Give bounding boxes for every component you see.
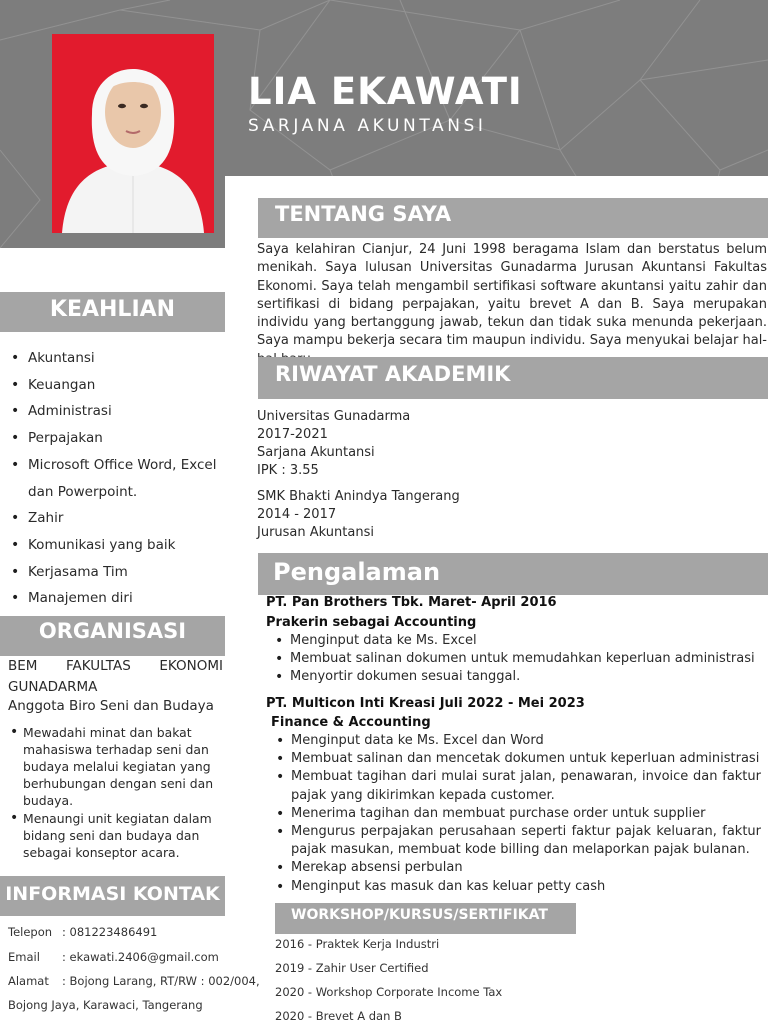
contact-address-line2: Bojong Jaya, Karawaci, Tangerang [8,998,203,1012]
workshop-item: 2016 - Praktek Kerja Industri [275,937,440,951]
skill-item: • Kerjasama Tim [8,559,223,586]
skills-heading: KEAHLIAN [49,297,176,322]
job-role: Prakerin sebagai Accounting [266,615,477,630]
job-company: PT. Multicon Inti Kreasi Juli 2022 - Mei 2023 [266,696,585,711]
contact-email-label: Email [8,950,40,964]
job-duty: • Membuat salinan dan mencetak dokumen untuk keperluan administrasi [272,750,761,768]
workshop-heading-bar [275,903,576,934]
contact-heading-bar [0,876,225,916]
skill-item: • Komunikasi yang baik [8,532,223,559]
skill-item: • Zahir [8,505,223,532]
about-heading-bar [258,198,768,238]
workshop-heading: WORKSHOP/KURSUS/SERTIFIKAT [291,907,548,923]
skill-item: • Manajemen diri [8,585,223,612]
contact-address-label: Alamat [8,974,49,988]
job-role: Finance & Accounting [271,715,431,730]
skills-list [8,345,223,612]
organization-role: Anggota Biro Seni dan Budaya [8,698,214,714]
school-name: SMK Bhakti Anindya Tangerang [257,489,460,504]
about-text: Saya kelahiran Cianjur, 24 Juni 1998 beragama Islam dan berstatus belum menikah. Saya lulusan Universitas Gunadarma Jurusan Akuntansi Fakultas Ekonomi. Saya telah mengambil sertifikasi software akuntansi yaitu zahir dan sertifikasi di bidang perpajakan, yaitu brevet A dan B. Saya merupakan individu yang bertanggung jawab, tekun dan tidak suka menunda pekerjaan. Saya mampu bekerja secara tim maupun individu. Saya menyukai belajar hal- [257,242,767,349]
organization-duty: • Mewadahi minat dan bakat mahasiswa terhadap seni dan budaya melalui kegiatan yang berhubungan dengan seni dan budaya. [8,724,218,809]
workshop-item: 2020 - Brevet A dan B [275,1009,402,1023]
education-heading: RIWAYAT AKADEMIK [275,362,511,386]
job-duty: • Menerima tagihan dan membuat purchase order untuk supplier [272,805,761,823]
experience-heading: Pengalaman [273,558,441,586]
experience-heading-bar [258,553,768,595]
job-company: PT. Pan Brothers Tbk. Maret- April 2016 [266,595,557,610]
school-years: 2017-2021 [257,427,328,442]
job-duty: • Membuat salinan dokumen untuk memudahkan keperluan administrasi [271,650,768,668]
school-name: Universitas Gunadarma [257,409,411,424]
job-duty: • Menginput data ke Ms. Excel dan Word [272,732,761,750]
job-duty: • Merekap absensi perbulan [272,859,761,877]
profile-photo [52,34,214,233]
contact-phone: : 081223486491 [62,925,158,939]
skill-item: • Akuntansi [8,345,223,372]
job-duty: • Membuat tagihan dari mulai surat jalan, penawaran, invoice dan faktur pajak yang dikirimkan kepada customer. [272,768,761,804]
job-duty: • Menginput kas masuk dan kas keluar petty cash [272,878,761,896]
skill-item: • Perpajakan [8,425,223,452]
skill-item: • Administrasi [8,398,223,425]
contact-heading: INFORMASI KONTAK [5,883,220,905]
organization-name-line2: GUNADARMA [8,679,98,695]
job-duty: • Menyortir dokumen sesuai tanggal. [271,668,768,686]
organization-name [8,657,223,675]
school-major: Jurusan Akuntansi [257,525,374,540]
workshop-item: 2019 - Zahir User Certified [275,961,429,975]
organization-heading-bar [0,616,225,656]
school-gpa: IPK : 3.55 [257,463,319,478]
contact-email: : ekawati.2406@gmail.com [62,950,219,964]
contact-phone-label: Telepon [8,925,53,939]
school-years: 2014 - 2017 [257,507,337,522]
candidate-name: LIA EKAWATI [248,70,523,113]
about-heading: TENTANG SAYA [275,202,452,226]
school-degree: Sarjana Akuntansi [257,445,375,460]
candidate-title: SARJANA AKUNTANSI [248,116,487,136]
job-duties-list [271,632,768,687]
workshop-item: 2020 - Workshop Corporate Income Tax [275,985,503,999]
job-duty: • Menginput data ke Ms. Excel [271,632,768,650]
organization-heading: ORGANISASI [38,619,187,643]
organization-duties-list [8,724,218,862]
organization-name-line1: BEM FAKULTAS EKONOMI [8,658,223,674]
job-duties-list [272,732,761,896]
contact-address: : Bojong Larang, RT/RW : 002/004, [62,974,260,988]
organization-duty: • Menaungi unit kegiatan dalam bidang seni dan budaya dan sebagai konseptor acara. [8,810,218,861]
skills-heading-bar [0,292,225,332]
education-heading-bar [258,357,768,399]
job-duty: • Mengurus perpajakan perusahaan seperti faktur pajak keluaran, faktur pajak masukan, membuat kode billing dan melaporkan pajak bulanan. [272,823,761,859]
skill-item: • Microsoft Office Word, Excel dan Powerpoint. [8,452,223,505]
skill-item: • Keuangan [8,372,223,399]
